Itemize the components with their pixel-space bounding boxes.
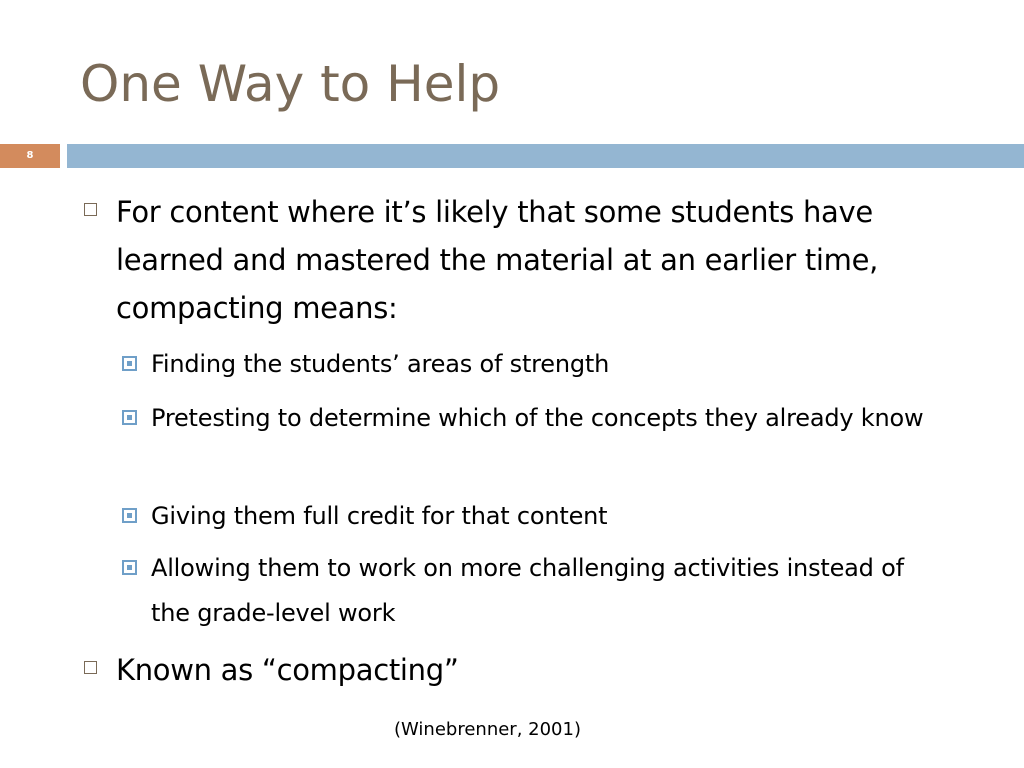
bullet-item [84, 646, 984, 694]
hollow-square-bullet-icon [84, 661, 97, 674]
bullet-item [84, 188, 984, 332]
slide-number-box: 8 [0, 144, 60, 168]
sub-bullet-item [122, 546, 942, 636]
filled-square-bullet-icon [122, 356, 137, 371]
sub-bullet-text: Giving them full credit for that content [151, 502, 608, 530]
filled-square-bullet-icon [122, 410, 137, 425]
bullet-text: Known as “compacting” [116, 653, 459, 687]
sub-bullet-text: Finding the students’ areas of strength [151, 350, 610, 378]
filled-square-bullet-icon [122, 508, 137, 523]
sub-bullet-text: Allowing them to work on more challenging activities instead of the grade-level work [151, 554, 904, 627]
sub-bullet-text: Pretesting to determine which of the concepts they already know [151, 404, 924, 432]
sub-bullet-item [122, 396, 942, 441]
slide-header-bar [0, 144, 1024, 168]
slide-title: One Way to Help [80, 55, 501, 113]
citation: (Winebrenner, 2001) [394, 719, 581, 740]
filled-square-bullet-icon [122, 560, 137, 575]
bullet-text: For content where it’s likely that some students have learned and mastered the material at an earlier time, compacting means: [116, 195, 879, 325]
sub-bullet-item [122, 494, 942, 539]
hollow-square-bullet-icon [84, 203, 97, 216]
header-band [67, 144, 1024, 168]
sub-bullet-item [122, 342, 942, 387]
